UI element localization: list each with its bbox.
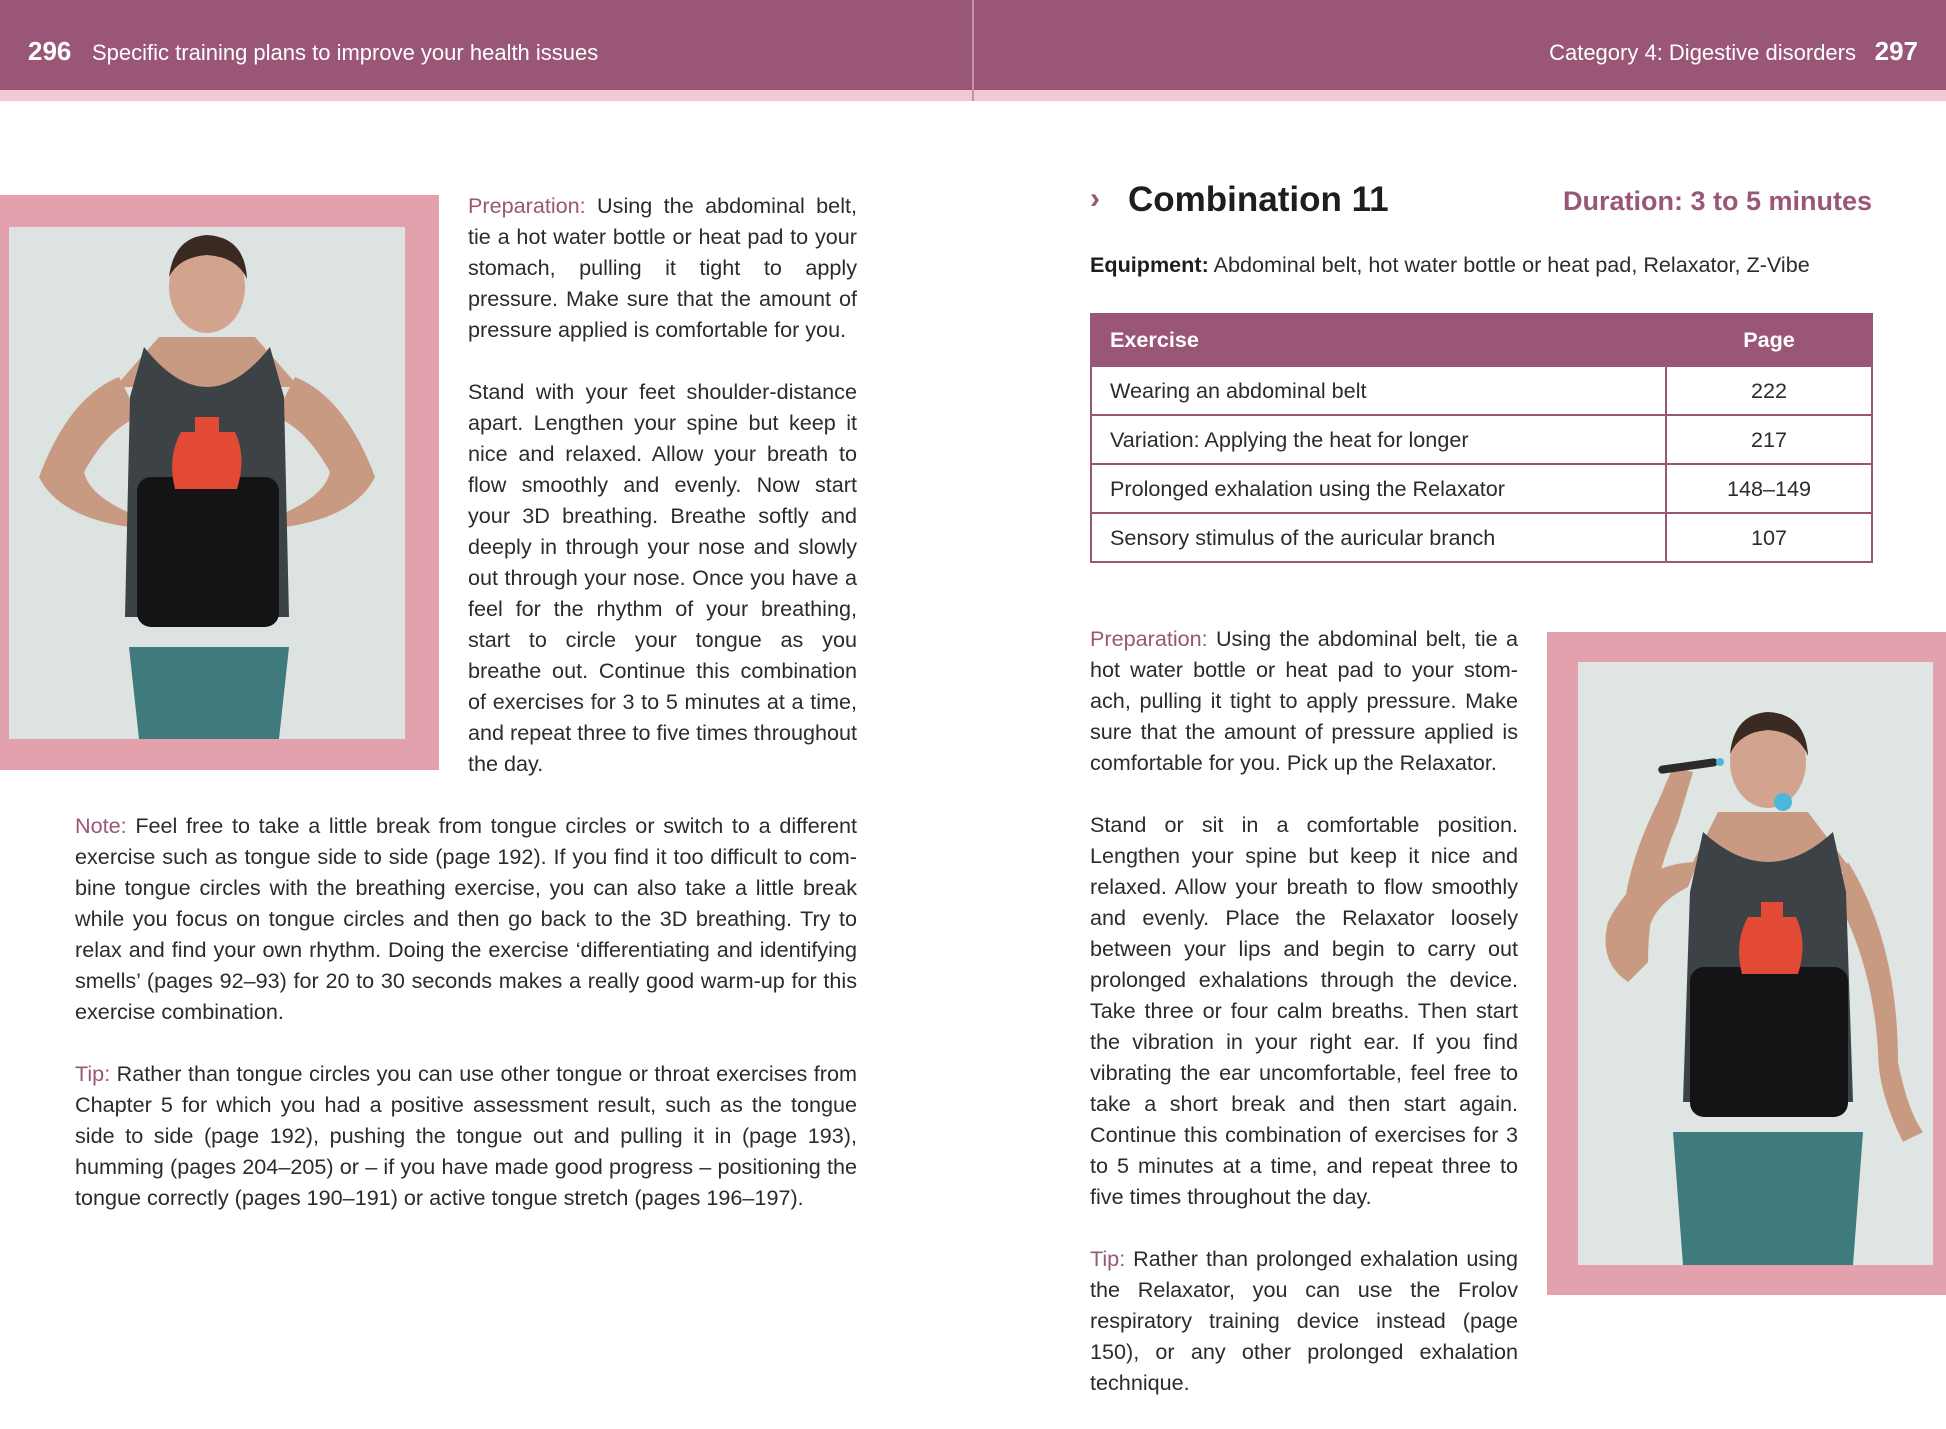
left-tip-label: Tip: (75, 1061, 111, 1086)
exercise-table (1090, 313, 1873, 563)
left-preparation-paragraph (468, 190, 857, 345)
table-row (1091, 415, 1872, 464)
right-body-text (1090, 623, 1518, 1429)
left-tip-paragraph (75, 1058, 857, 1213)
chevron-right-icon: › (1090, 182, 1100, 215)
right-page-number: 297 (1874, 36, 1918, 66)
right-preparation-text: Using the abdominal belt, tie a hot water bottle or heat pad to your stomach, pulling it tight to apply pressure. Make sure that the amount of pressure applied is comfortable for you. Pick up the Relaxator. (1090, 626, 1518, 775)
woman-using-relaxator-illustration (1578, 662, 1933, 1265)
left-instructions-paragraph: Stand with your feet shoulder-distance apart. Lengthen your spine but keep it nice and relaxed. Allow your breath to flow smoothly and evenly. Now start your 3D breathing. Breathe softly and deeply in through your nose and slowly out through your nose. Once you have a feel for the rhythm of your breathing, start to circle your tongue as you breathe out. Continue this combination of exercises for 3 to 5 minutes at a time, and repeat three to five times throughout the day. (468, 379, 857, 776)
exercise-cell: Wearing an abdominal belt (1091, 366, 1666, 415)
equipment-line (1090, 252, 1810, 278)
right-preparation-label: Preparation: (1090, 626, 1208, 651)
left-intro-text (468, 190, 857, 810)
exercise-cell: Variation: Applying the heat for longer (1091, 415, 1666, 464)
left-page-header (0, 0, 972, 90)
equipment-label: Equipment: (1090, 252, 1209, 277)
left-notes-text (75, 810, 857, 1244)
left-photo-woman-with-belt (9, 227, 405, 739)
left-running-head: Specific training plans to improve your health issues (92, 40, 599, 65)
note-text: Feel free to take a little break from tongue circles or switch to a different exercise such as tongue side to side (page 192). If you find it too difficult to combine tongue circles with the breathing exercise, you can also take a little break while you focus on tongue circles and then go back to the 3D breathing. Try to relax and find your own rhythm. Doing the exercise ‘differentiating and identifying smells’ (pages 92–93) for 20 to 30 seconds makes a really good warm-up for this exercise combination. (75, 813, 857, 1024)
right-running-head: Category 4: Digestive disorders (1549, 40, 1856, 65)
note-label: Note: (75, 813, 127, 838)
left-note-paragraph (75, 810, 857, 1027)
page-cell: 107 (1666, 513, 1872, 562)
page-gutter (972, 0, 974, 101)
equipment-text: Abdominal belt, hot water bottle or heat pad, Relaxator, Z-Vibe (1208, 252, 1810, 277)
exercise-cell: Sensory stimulus of the auricular branch (1091, 513, 1666, 562)
left-page-number: 296 (28, 36, 72, 66)
col-header-page: Page (1666, 314, 1872, 366)
table-row (1091, 513, 1872, 562)
table-row (1091, 464, 1872, 513)
exercise-cell: Prolonged exhalation using the Relaxator (1091, 464, 1666, 513)
right-tip-paragraph (1090, 1243, 1518, 1398)
duration-label: Duration: 3 to 5 minutes (1562, 186, 1872, 216)
right-photo-woman-with-relaxator (1578, 662, 1933, 1265)
col-header-exercise: Exercise (1091, 314, 1666, 366)
page-cell: 217 (1666, 415, 1872, 464)
left-preparation-label: Preparation: (468, 193, 586, 218)
page-cell: 148–149 (1666, 464, 1872, 513)
left-preparation-text: Using the abdominal belt, tie a hot water bottle or heat pad to your stomach, pulling it tight to apply pressure. Make sure that the amount of pressure applied is comfortable for you. (468, 193, 857, 342)
table-row (1091, 366, 1872, 415)
right-instructions-paragraph: Stand or sit in a comfortable position. Lengthen your spine but keep it nice and relaxed. Allow your breath to flow smoothly and evenly. Place the Relaxator loosely between your lips and begin to carry out prolonged exhalations through the device. Take three or four calm breaths. Then start the vibration in your right ear. If you find vibrating the ear uncomfortable, feel free to take a short break and then start again. Continue this combination of exercises for 3 to 5 minutes at a time, and repeat three to five times throughout the day. (1090, 812, 1518, 1209)
woman-hands-on-hips-illustration (9, 227, 405, 739)
page-cell: 222 (1666, 366, 1872, 415)
right-tip-text: Rather than prolonged exhalation using the Relaxator, you can use the Frolov respiratory training device instead (page 150), or any other prolonged exhalation technique. (1090, 1246, 1518, 1395)
right-preparation-paragraph (1090, 623, 1518, 778)
left-tip-text: Rather than tongue circles you can use other tongue or throat exercises from Chapter 5 for which you had a positive assessment result, such as the tongue side to side (page 192), pushing the tongue out and pulling it in (page 193), humming (pages 204–205) or – if you have made good progress – positioning the tongue correctly (pages 190–191) or active tongue stretch (pages 196–197). (75, 1061, 857, 1210)
table-header-row (1091, 314, 1872, 366)
right-tip-label: Tip: (1090, 1246, 1126, 1271)
combination-title: Combination 11 (1128, 180, 1389, 219)
right-page-header (974, 0, 1946, 90)
